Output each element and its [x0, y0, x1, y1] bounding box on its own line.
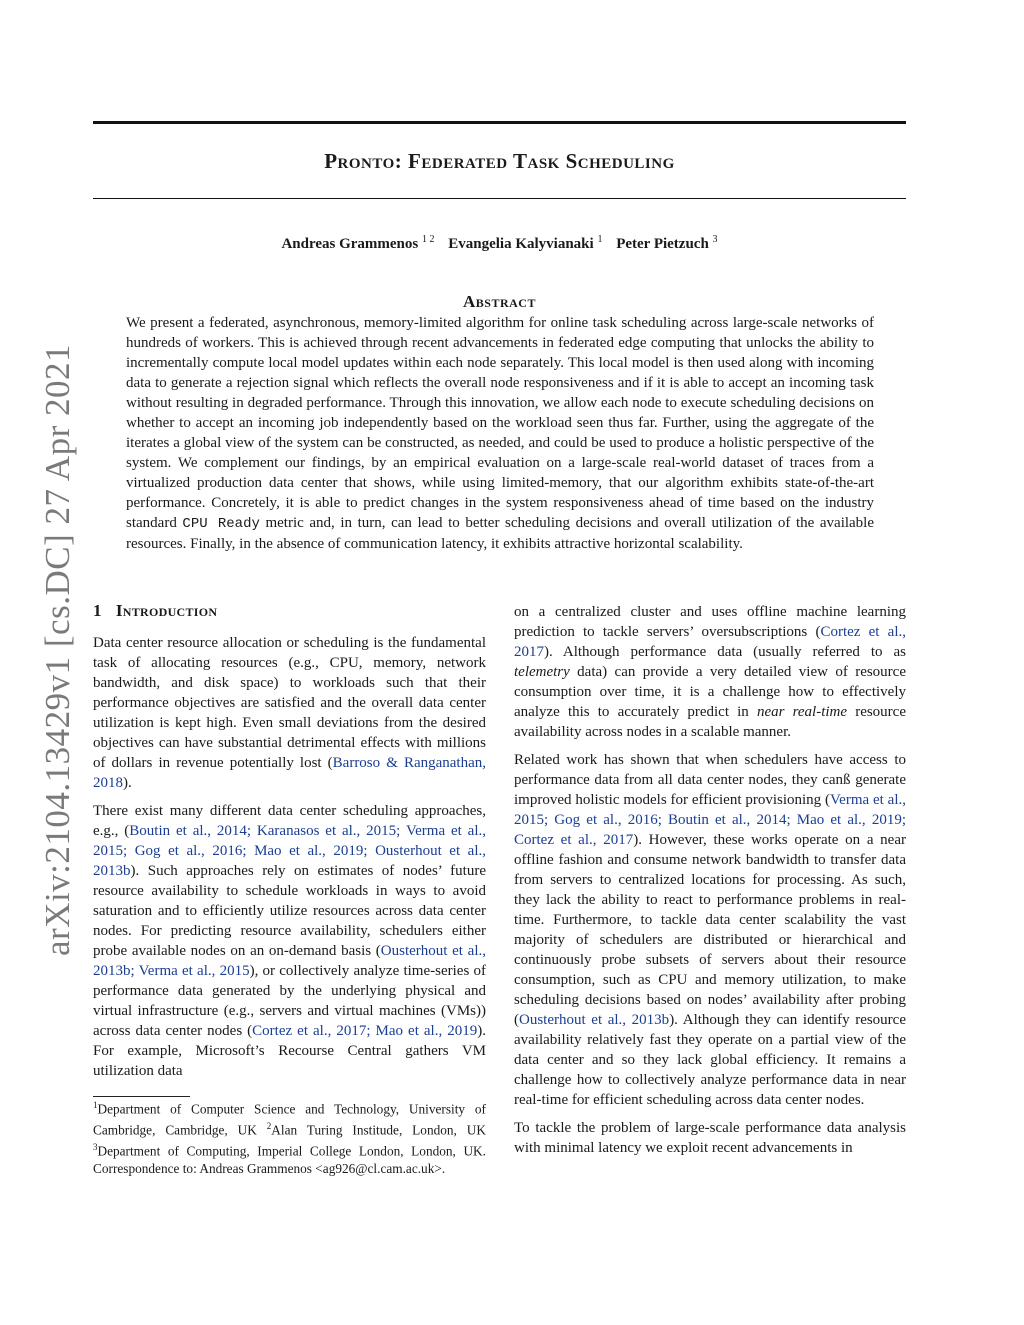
affiliation-footnote: [93, 1097, 486, 1177]
citation-link[interactable]: Barroso & Ranganathan, 2018: [93, 755, 486, 791]
left-column: [93, 601, 486, 1089]
title-top-rule: [93, 121, 906, 124]
author-3: [616, 236, 717, 252]
author-name: Evangelia Kalyvianaki: [448, 236, 594, 252]
citation-link[interactable]: Verma et al., 2015; Gog et al., 2016; Boutin et al., 2014; Mao et al., 2019; Cortez et al., 2017: [514, 792, 906, 848]
author-name: Peter Pietzuch: [616, 236, 709, 252]
text-run: ), or collectively analyze time-series of performance data generated by the underlying physical and virtual infrastructure (e.g., servers and virtual machines (VMs)) across data center nodes (: [93, 963, 486, 1039]
text-run: Related work has shown that when schedulers have access to performance data from all data center nodes, they canß generate improved holistic models for efficient provisioning (: [514, 752, 906, 808]
text-run: Data center resource allocation or scheduling is the fundamental task of allocating resources (e.g., CPU, memory, network bandwidth, and disk space) to workloads such that their performance objectives are satisfied and the overall data center utilization is kept high. Even small deviations from the desired objectives can have substantial detrimental effects with millions of dollars in revenue potentially lost (: [93, 635, 486, 771]
citation-link[interactable]: Ousterhout et al., 2013b; Verma et al., 2015: [93, 943, 486, 979]
abstract-heading: Abstract: [463, 292, 536, 311]
intro-paragraph-3: [514, 602, 906, 742]
text-run: ). For example, Microsoft’s Recourse Central gathers VM utilization data: [93, 1023, 486, 1079]
title-bottom-rule: [93, 198, 906, 199]
citation-link[interactable]: Boutin et al., 2014; Karanasos et al., 2015; Verma et al., 2015; Gog et al., 2016; Mao et al., 2019; Ousterhout et al., 2013b: [93, 823, 486, 879]
author-affiliation: 3: [712, 234, 718, 245]
footnote-text: Alan Turing Institude, London, UK: [271, 1122, 486, 1138]
citation-link[interactable]: Cortez et al., 2017; Mao et al., 2019: [252, 1023, 478, 1039]
text-run: resource availability across nodes in a scalable manner.: [514, 704, 906, 740]
footnote-mark: 1: [93, 1100, 98, 1110]
arxiv-identifier: arXiv:2104.13429v1 [cs.DC] 27 Apr 2021: [38, 343, 77, 957]
abstract-code-term: CPU Ready: [182, 516, 260, 532]
text-run: ). However, these works operate on a near offline fashion and consume network bandwidth to transfer data from servers to centralized locations for processing. As such, they lack the ability to react to performance problems in real-time. Furthermore, to tackle data center scalability the vast majority of schedulers are distributed or hierarchical and continuously probe subsets of servers about their resource consumption, such as CPU and memory utilization, to make scheduling decisions based on nodes’ availability after probing (: [514, 832, 906, 1028]
citation-link[interactable]: Ousterhout et al., 2013b: [519, 1012, 670, 1028]
author-1: [281, 236, 434, 252]
right-column: [514, 602, 906, 1166]
author-affiliation: 1: [597, 234, 603, 245]
intro-paragraph-1: [93, 633, 486, 793]
author-name: Andreas Grammenos: [281, 236, 419, 252]
footnote-text: Department of Computing, Imperial College London, London, UK. Correspondence to: Andreas Grammenos <ag926@cl.cam.ac.uk>.: [93, 1143, 486, 1176]
section-heading: [93, 601, 486, 621]
emphasis-term: telemetry: [514, 664, 570, 680]
footnote-mark: 3: [93, 1141, 98, 1152]
section-title: Introduction: [115, 601, 218, 620]
text-run: To tackle the problem of large-scale performance data analysis with minimal latency we exploit recent advancements in: [514, 1120, 906, 1156]
emphasis-term: near real-time: [756, 704, 848, 720]
text-run: on a centralized cluster and uses offline machine learning prediction to tackle servers’ oversubscriptions (: [514, 604, 906, 640]
text-run: ). Although performance data (usually referred to as: [544, 644, 906, 660]
abstract-text: [126, 313, 874, 554]
text-run: ). Although they can identify resource availability relatively fast they operate on a partial view of the data center and so they lack global efficiency. It remains a challenge how to collectively analyze performance data in near real-time for efficient scheduling across data center nodes.: [514, 1012, 906, 1108]
footnote-mark: 2: [266, 1120, 272, 1131]
citation-link[interactable]: Cortez et al., 2017: [514, 624, 906, 660]
abstract-part: We present a federated, asynchronous, memory-limited algorithm for online task scheduling across large-scale networks of hundreds of workers. This is achieved through recent advancements in federated edge computing that unlocks the ability to incrementally compute local model updates within each node separately. This local model is then used along with incoming data to generate a rejection signal which reflects the overall node responsiveness and if it is able to accept an incoming task without resulting in degraded performance. Through this innovation, we allow each node to execute scheduling decisions on whether to accept an incoming job independently based on the workload seen thus far. Further, using the aggregate of the iterates a global view of the system can be constructed, as needed, and could be used to produce a holistic perspective of the system. We complement our findings, by an empirical evaluation on a large-scale real-world dataset of traces from a virtualized production data center that shows, while using limited-memory, that our algorithm exhibits state-of-the-art performance. Concretely, it is able to predict changes in the system responsiveness ahead of time based on the industry standard: [126, 315, 874, 531]
text-run: ). Such approaches rely on estimates of nodes’ future resource availability to schedule workloads in ways to avoid saturation and to efficiently utilize resources across data center nodes. For predicting resource availability, schedulers either probe available nodes on an on-demand basis (: [93, 863, 486, 959]
abstract-part: metric and, in turn, can lead to better scheduling decisions and overall utilization of the available resources. Finally, in the absence of communication latency, it exhibits attractive horizontal scalability.: [126, 515, 875, 552]
paper-title: Pronto: Federated Task Scheduling: [324, 149, 675, 173]
footnote-text: Department of Computer Science and Technology, University of Cambridge, Cambridge, UK: [93, 1101, 486, 1138]
author-2: [448, 236, 602, 252]
text-run: ).: [123, 775, 132, 791]
intro-paragraph-4: [514, 750, 906, 1110]
author-affiliation: 1 2: [422, 234, 435, 245]
text-run: data) can provide a very detailed view of resource consumption over time, it is a challenge how to effectively analyze this to accurately predict in: [514, 664, 906, 720]
author-list: [93, 234, 906, 253]
intro-paragraph-2: [93, 801, 486, 1081]
section-number: 1: [93, 601, 102, 620]
intro-paragraph-5: [514, 1118, 906, 1158]
text-run: There exist many different data center scheduling approaches, e.g., (: [93, 803, 486, 839]
